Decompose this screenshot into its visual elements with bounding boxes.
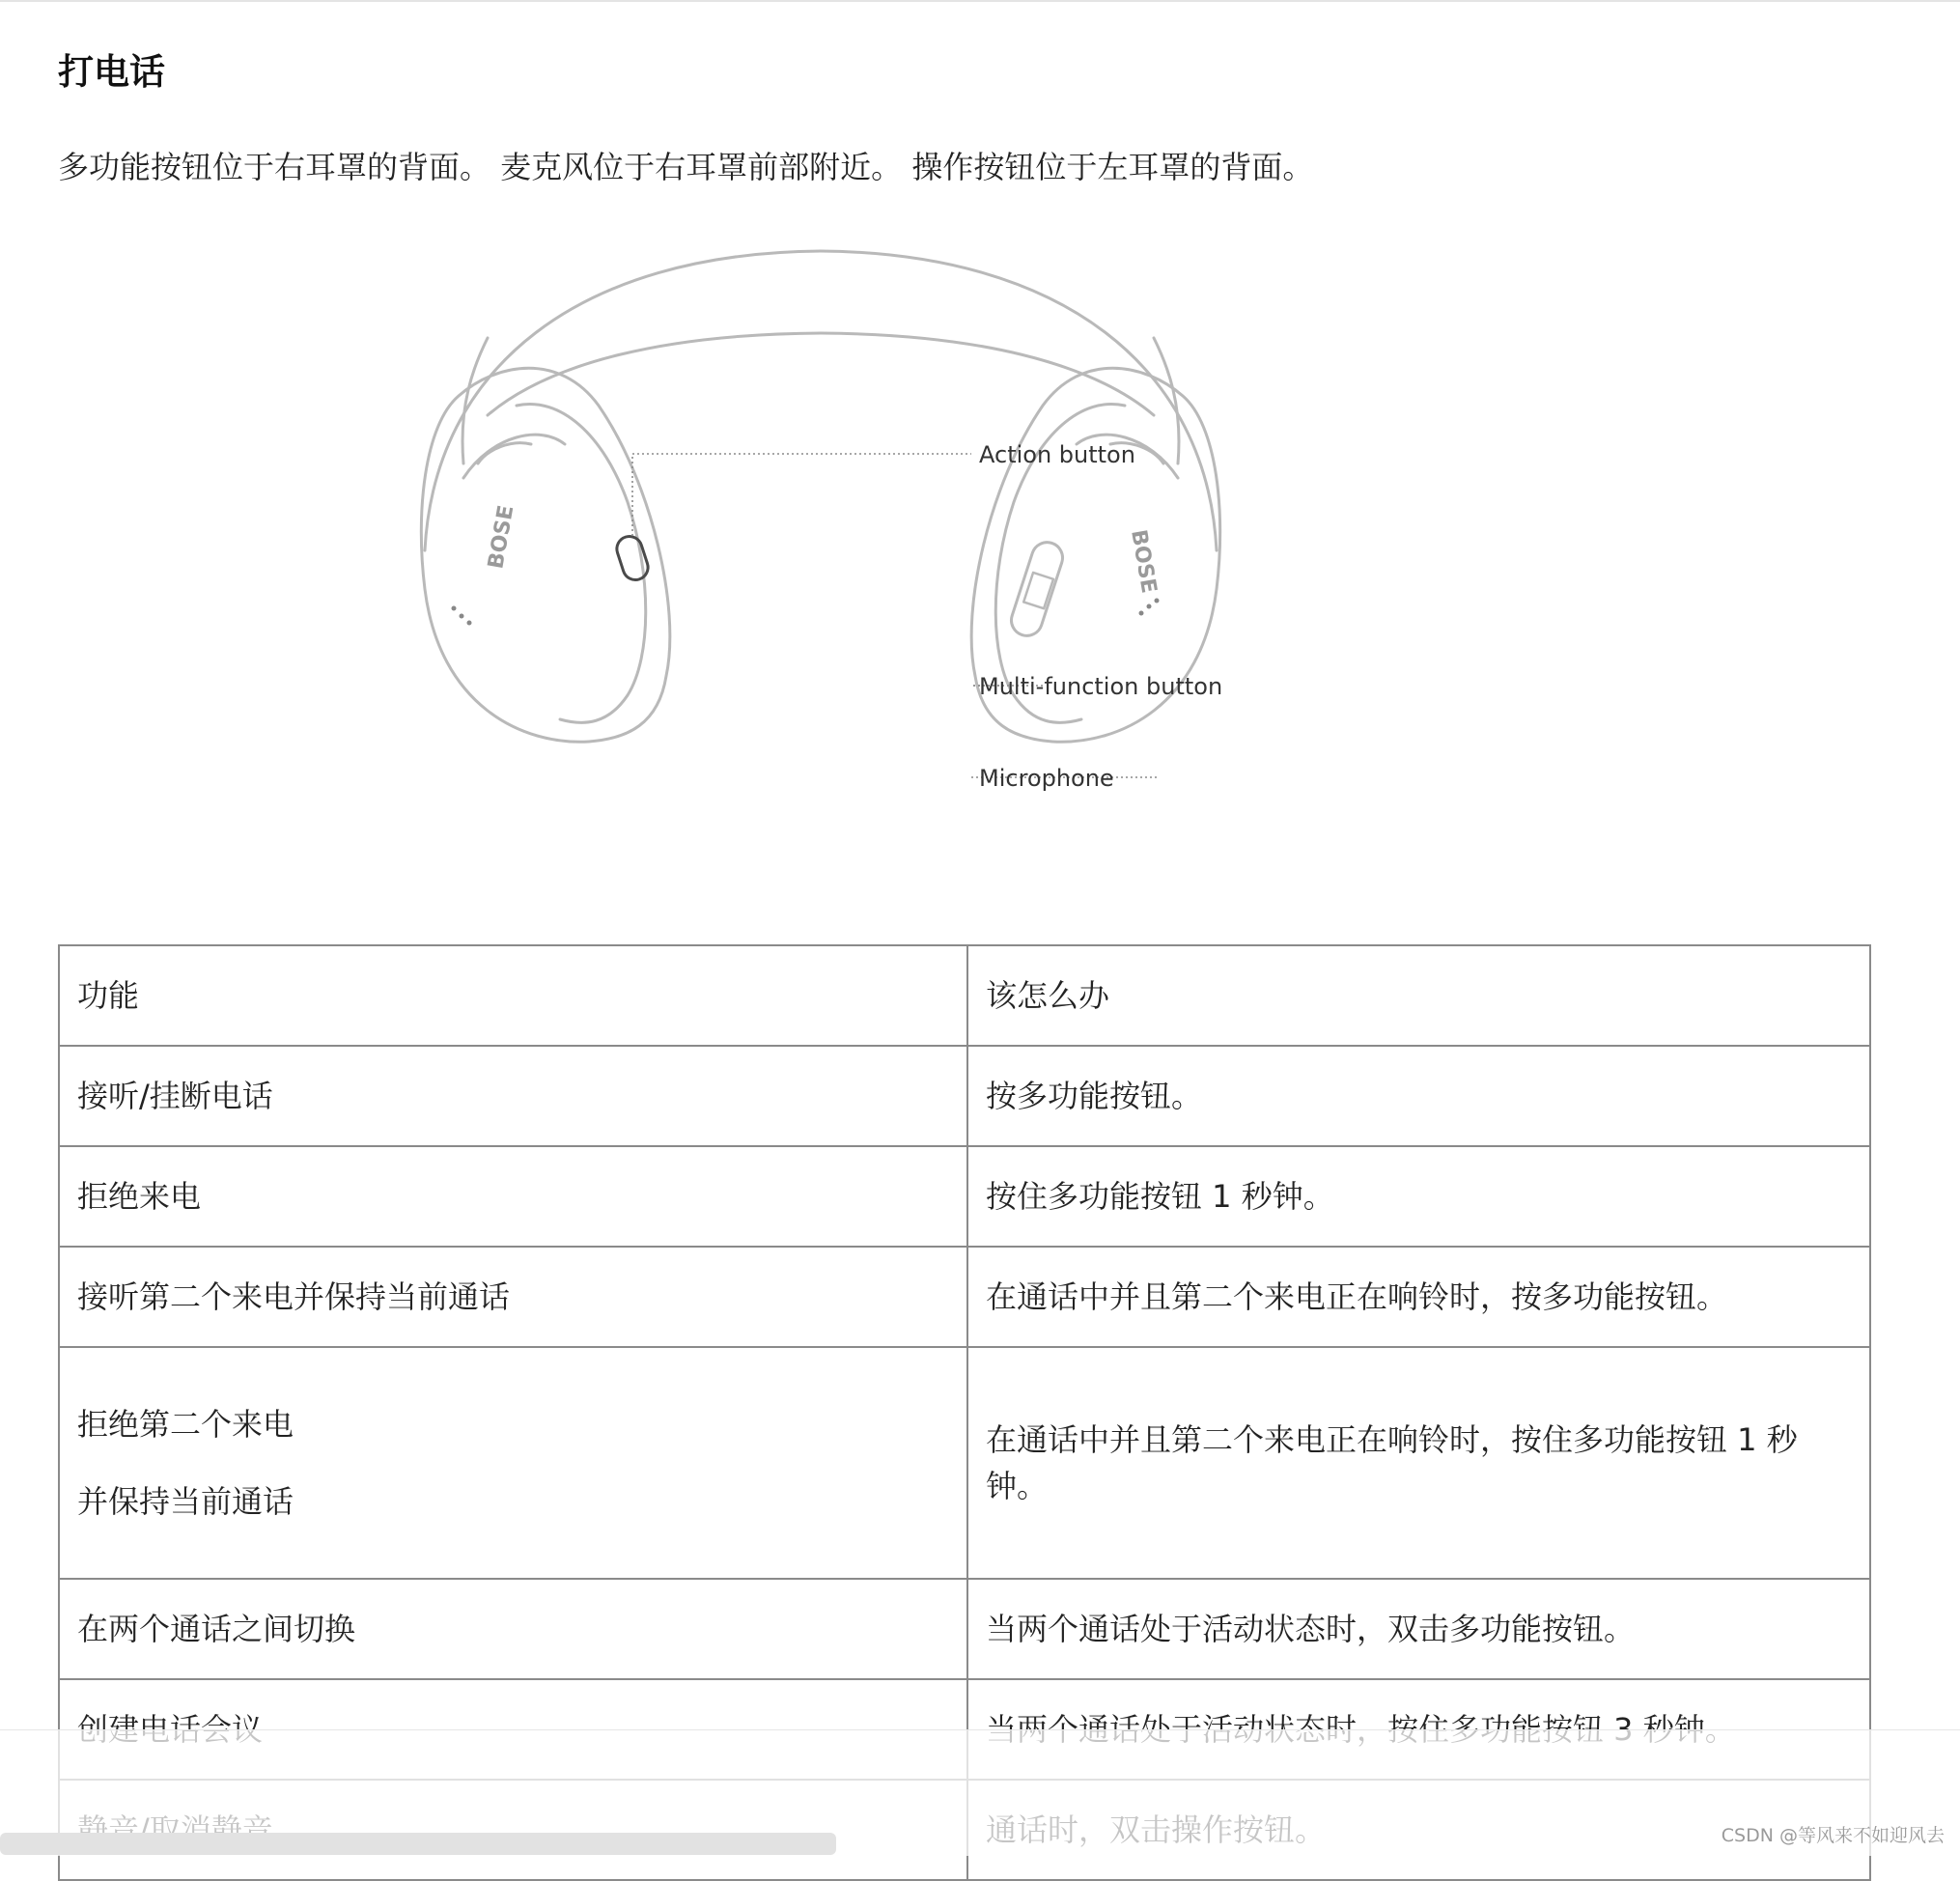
headband-outer <box>425 251 1217 550</box>
cell-what-to-do: 按住多功能按钮 1 秒钟。 <box>967 1146 1870 1247</box>
cell-function <box>59 1347 967 1579</box>
headphones-diagram <box>406 241 1564 898</box>
cell-function: 拒绝来电 <box>59 1146 967 1247</box>
callout-multi-function-button: Multi-function button <box>979 673 1223 700</box>
cell-what-to-do: 在通话中并且第二个来电正在响铃时，按住多功能按钮 1 秒钟。 <box>967 1347 1870 1579</box>
table-header-row <box>59 945 1870 1046</box>
table-row <box>59 1347 1870 1579</box>
intro-paragraph: 多功能按钮位于右耳罩的背面。 麦克风位于右耳罩前部附近。 操作按钮位于左耳罩的背面。 <box>58 149 1314 185</box>
section-title: 打电话 <box>58 51 165 93</box>
table-row <box>59 1046 1870 1146</box>
watermark: CSDN @等风来不如迎风去 <box>1721 1825 1945 1846</box>
table-row <box>59 1579 1870 1679</box>
cell-what-to-do: 在通话中并且第二个来电正在响铃时，按多功能按钮。 <box>967 1247 1870 1347</box>
callout-microphone: Microphone <box>979 765 1114 792</box>
header-what-to-do: 该怎么办 <box>967 945 1870 1046</box>
cell-function-line: 并保持当前通话 <box>77 1483 294 1520</box>
table-row <box>59 1146 1870 1247</box>
horizontal-scrollbar[interactable] <box>0 1833 836 1855</box>
headband-inner <box>488 333 1154 415</box>
brand-mark-left: BOSE <box>484 503 519 572</box>
cell-what-to-do: 按多功能按钮。 <box>967 1046 1870 1146</box>
brand-mark-right: BOSE <box>1126 527 1162 596</box>
table-row <box>59 1247 1870 1347</box>
callout-action-button: Action button <box>979 441 1135 468</box>
cell-function: 接听/挂断电话 <box>59 1046 967 1146</box>
action-button-shape <box>614 533 652 583</box>
button-strip <box>1007 539 1066 640</box>
cell-what-to-do: 当两个通话处于活动状态时，双击多功能按钮。 <box>967 1579 1870 1679</box>
action-leader <box>632 454 971 536</box>
cell-function: 在两个通话之间切换 <box>59 1579 967 1679</box>
cell-function: 接听第二个来电并保持当前通话 <box>59 1247 967 1347</box>
top-divider <box>0 0 1960 2</box>
cell-function-line: 拒绝第二个来电 <box>77 1406 294 1443</box>
header-function: 功能 <box>59 945 967 1046</box>
